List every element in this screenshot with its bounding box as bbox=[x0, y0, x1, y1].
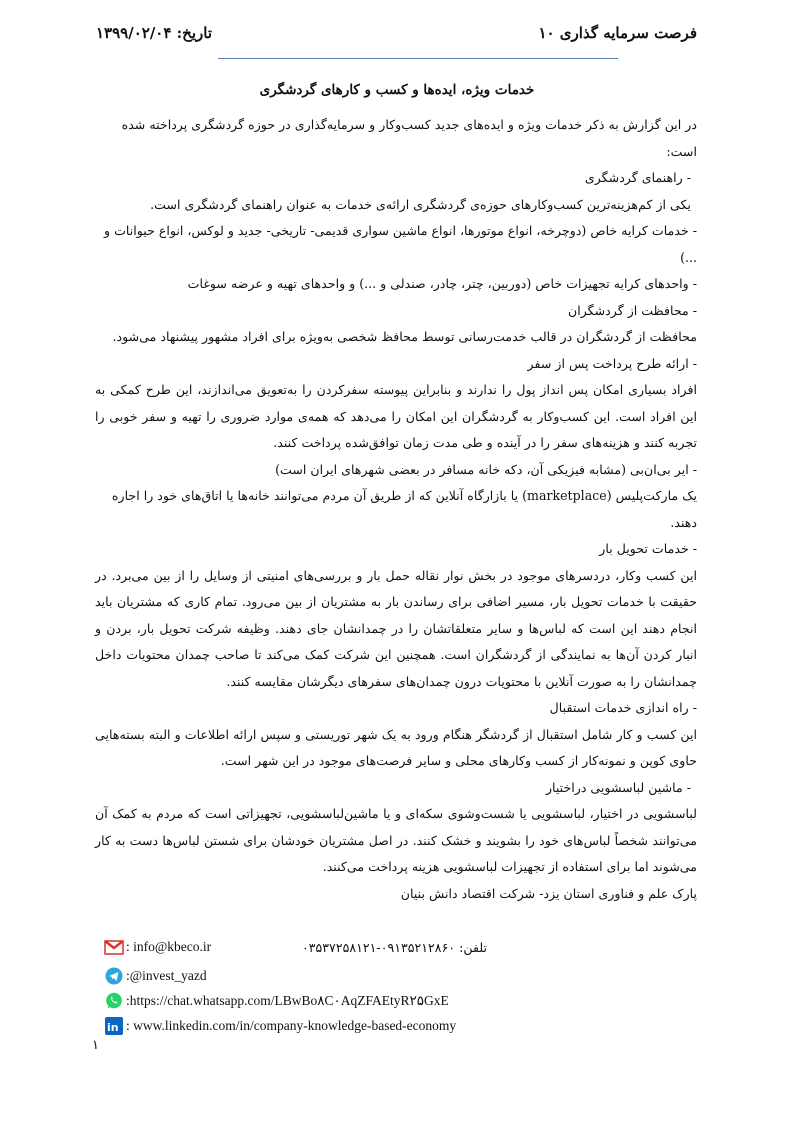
organization-line: پارک علم و فناوری استان یزد- شرکت اقتصاد دانش بنیان bbox=[400, 885, 697, 901]
intro-paragraph: در این گزارش به ذکر خدمات ویژه و ایده‌های جدید کسب‌وکار و سرمایه‌گذاری در حوزه گردشگری پرداخته شده است: bbox=[121, 117, 697, 159]
paragraph: یکی از کم‌هزینه‌ترین کسب‌وکارهای حوزه‌ی گردشگری ارائه‌ی خدمات به عنوان راهنمای گردشگری است. bbox=[150, 196, 691, 212]
linkedin-row bbox=[104, 1015, 456, 1037]
section-heading: - ایر بی‌ان‌بی (مشابه فیزیکی آن، دکه خانه مسافر در بعضی شهرهای ایران است) bbox=[275, 461, 697, 477]
whatsapp-row bbox=[104, 990, 449, 1012]
section-heading: - خدمات تحویل بار bbox=[599, 541, 697, 556]
document-body bbox=[95, 112, 697, 907]
telegram-row bbox=[104, 965, 207, 987]
paragraph: محافظت از گردشگران در قالب خدمت‌رسانی توسط محافظ شخصی به‌ویژه برای افراد مشهور پیشنهاد می‌شود. bbox=[112, 329, 697, 344]
whatsapp-icon bbox=[104, 992, 124, 1010]
paragraph: این کسب و کار شامل استقبال از گردشگر هنگام ورود به یک شهر توریستی و سپس ارائه اطلاعات و البته بسته‌هایی حاوی کوپن و نمونه‌کار از کسب وکارهای محلی و سایر فرصت‌های موجود در این شهر است. bbox=[95, 726, 697, 768]
section-heading: - راه اندازی خدمات استقبال bbox=[549, 700, 697, 715]
paragraph: افراد بسیاری امکان پس انداز پول را ندارند و بنابراین پیوسته سفرکردن را به‌تعویق می‌اندازند، این طرح کمکی به این افراد است. این کسب‌وکار به گردشگران این امکان را می‌دهد که همه‌ی موارد ضروری را تهیه و سفر خوبی را تجربه کنند و هزینه‌های سفر را در آینده و طی مدت زمان توافق‌شده پرداخت کنند. bbox=[95, 382, 697, 450]
linkedin-icon bbox=[104, 1017, 124, 1035]
section-heading: - ارائه طرح پرداخت پس از سفر bbox=[527, 355, 697, 371]
telegram-icon bbox=[104, 967, 124, 985]
section-heading: - راهنمای گردشگری bbox=[584, 170, 691, 185]
list-item: - واحدهای کرایه تجهیزات خاص (دوربین، چتر، چادر، صندلی و ...) و واحدهای تهیه و عرضه سوغات bbox=[187, 276, 697, 291]
svg-text:in: in bbox=[107, 1021, 119, 1034]
section-heading: - ماشین لباسشویی دراختیار bbox=[545, 779, 691, 795]
gmail-icon bbox=[104, 938, 124, 956]
paragraph: یک مارکت‌پلیس (marketplace) یا بازارگاه آنلاین که از طریق آن مردم می‌توانند خانه‌ها یا اتاق‌های خود را اجاره دهند. bbox=[111, 488, 697, 530]
paragraph: این کسب وکار، دردسرهای موجود در بخش نوار نقاله حمل بار و بررسی‌های امنیتی از وسایل را از بین می‌برد. در حقیقت با خدمات تحویل بار، مسیر اضافی برای رساندن بار به مشتریان از بین می‌رود. تمام کاری که مشتریان باید انجام دهند این است که لباس‌ها و سایر متعلقاتشان را در چمدانشان جای دهند. وظیفه شرکت تحویل بار، بردن و انبار کردن آن‌ها به نمایندگی از گردشگران است. همچنین این شرکت کمک می‌کند تا صاحب چمدان محتویات داخل چمدانشان را به صورت آنلاین با محتویات درون چمدان‌های سفرهای دیگرشان مقایسه کنند. bbox=[95, 567, 698, 689]
telegram-link[interactable]: :@invest_yazd bbox=[126, 968, 207, 983]
page-number: ۱ bbox=[92, 1038, 99, 1053]
list-item: - خدمات کرایه خاص (دوچرخه، انواع موتورها، انواع ماشین سواری قدیمی- تاریخی- جدید و لوکس، انواع حیوانات و ...) bbox=[103, 223, 697, 265]
linkedin-link[interactable]: : www.linkedin.com/in/company-knowledge-based-economy bbox=[126, 1018, 457, 1033]
section-heading: - محافظت از گردشگران bbox=[567, 302, 697, 318]
header-date: تاریخ: ۱۳۹۹/۰۲/۰۴ bbox=[96, 24, 213, 42]
paragraph: لباسشویی در اختیار، لباسشویی یا شست‌وشوی سکه‌ای و یا ماشین‌لباسشویی، تجهیزاتی است که مردم به کمک آن می‌توانند شخصاً لباس‌های خود را بشویند و خشک کنند. در اصل مشتریان خودشان برای شستن لباس‌ها دست به کار می‌شوند اما برای استفاده از تجهیزات لباسشویی هزینه پرداخت می‌کنند. bbox=[95, 806, 697, 874]
whatsapp-link[interactable]: :https://chat.whatsapp.com/LBwBo۸C۰AqZFAEtyR۲۵GxE bbox=[126, 993, 449, 1008]
email-row bbox=[104, 936, 211, 958]
header-divider bbox=[218, 58, 618, 59]
email-link[interactable]: : info@kbeco.ir bbox=[126, 939, 212, 954]
phone-number: تلفن: ۰۹۱۳۵۲۱۲۸۶۰-۰۳۵۳۷۲۵۸۱۲۱ bbox=[302, 940, 487, 955]
document-title: خدمات ویژه، ایده‌ها و کسب و کارهای گردشگری bbox=[259, 82, 535, 98]
header-title: فرصت سرمایه گذاری ۱۰ bbox=[538, 24, 697, 42]
